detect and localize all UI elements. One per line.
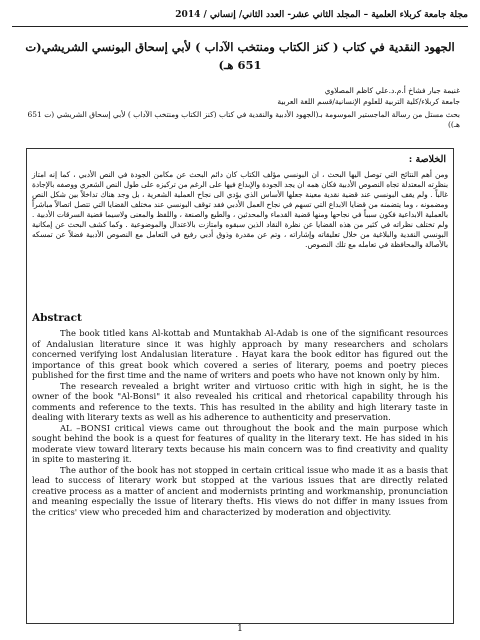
- journal-header: مجلة جامعة كربلاء العلمية – المجلد الثاني عشر- العدد الثاني/ إنساني / 2014: [175, 10, 468, 20]
- abstract-paragraph-1: The book titled kans Al-kottab and Muntakhab Al-Adab is one of the significant resources of Andalusian literature since it was highly approach by many researchers and scholars concerned verifying lost Andalusian literature . Hayat kara the book editor has figured out the importance of this great book which covered a series of literary, poems and poetry pieces published for the first time and the name of writers and poets who have not known only by him.: [32, 328, 448, 380]
- header-divider: [12, 26, 468, 27]
- authors: غنيمة جبار فشاخ أ.م.د.علي كاظم المصلاوي: [324, 86, 460, 95]
- paper-title: الجهود النقدية في كتاب ( كنز الكتاب ومنتخب الآداب ) لأبي إسحاق البونسي الشريشي(ت 651 هـ): [25, 40, 455, 72]
- abstract-body: [32, 328, 448, 517]
- summary-heading: الخلاصة :: [408, 154, 446, 165]
- abstract-paragraph-3: AL –BONSI critical views came out throughout the book and the main purpose which sought behind the book is a quest for features of quality in the literary text. He has sided in his moderate view toward literary texts because his main concern was to find creativity and quality in spite to mastering it.: [32, 422, 448, 464]
- source-note: بحث مستل من رسالة الماجستير الموسومة بـ(الجهود الأدبية والنقدية في كتاب (كنز الكتاب ومنتخب الآداب ) لأبي إسحاق الشريشي (ت 651 هـ)): [27, 110, 460, 129]
- summary-text: ومن أهم النتائج التي توصل اليها البحث ، ان البونسي مؤلف الكتاب كان دائم البحث عن مكامن الجودة في النص الأدبي ، كما إنه امتاز بنظرته المعتدلة تجاه النصوص الأدبية فكان همه ان يجد الجودة والإبداع فيها على الرغم من تركيزه على طول النص الشعري ووصفه بالإجادة غالباً . ولم يقف البونسي عند قضية نقدية معينة جعلها الأساس الذي يؤدي الى نجاح العملية الشعرية ، بل وجد هناك تداخلاً بين شكل النص ومضمونه ، وما يتضمنه من قضايا الابداع التي تسهم في نجاح العمل الأدبي فقد توقف البونسي عند مختلف القضايا التي تتصل اتصالاً مباشراً بالعملية الابداعية فكون سبباً في نجاحها ومنها قضية القدماء والمحدثين ، والطبع والصنعة ، واللفظ والمعنى ولاسيما قضية السرقات الأدبية . ولم تختلف نظراته في كثير من هذه القضايا عن نظرة النقاد الذين سبقوه وامتازت بالاعتدال والموضوعية . وكما كشف البحث عن إمكانية البونسي النقدية والبلاغية من خلال تعليقاته وإشاراته ، وتم عن مقدرة وذوق أدبي رفيع في التعامل مع النصوص الأدبية فضلاً عن تمسكه بالأصالة والمحافظة في تعامله مع تلك النصوص.: [32, 170, 448, 249]
- affiliation: جامعة كربلاء/كلية التربية للعلوم الإنسانية/قسم اللغة العربية: [277, 97, 460, 106]
- abstract-paragraph-4: The author of the book has not stopped in certain critical issue who made it as a basis that lead to success of literary work but stopped at the various issues that are directly related creative process as a matter of ancient and modernists printing and workmanship, pronunciation and meaning especially the issue of literary thefts. His views do not differ in many issues from the critics' view who preceded him and characterized by moderation and objectivity.: [32, 464, 448, 517]
- page-number: 1: [237, 624, 243, 634]
- abstract-paragraph-2: The research revealed a bright writer and virtuoso critic with high in sight, he is the owner of the book "Al-Bonsi" it also revealed his critical and rhetorical capability through his comments and reference to the texts. This has resulted in the ability and high literary taste in dealing with literary texts as well as his adherence to authenticity and preservation.: [32, 380, 448, 422]
- abstract-heading: Abstract: [32, 312, 82, 324]
